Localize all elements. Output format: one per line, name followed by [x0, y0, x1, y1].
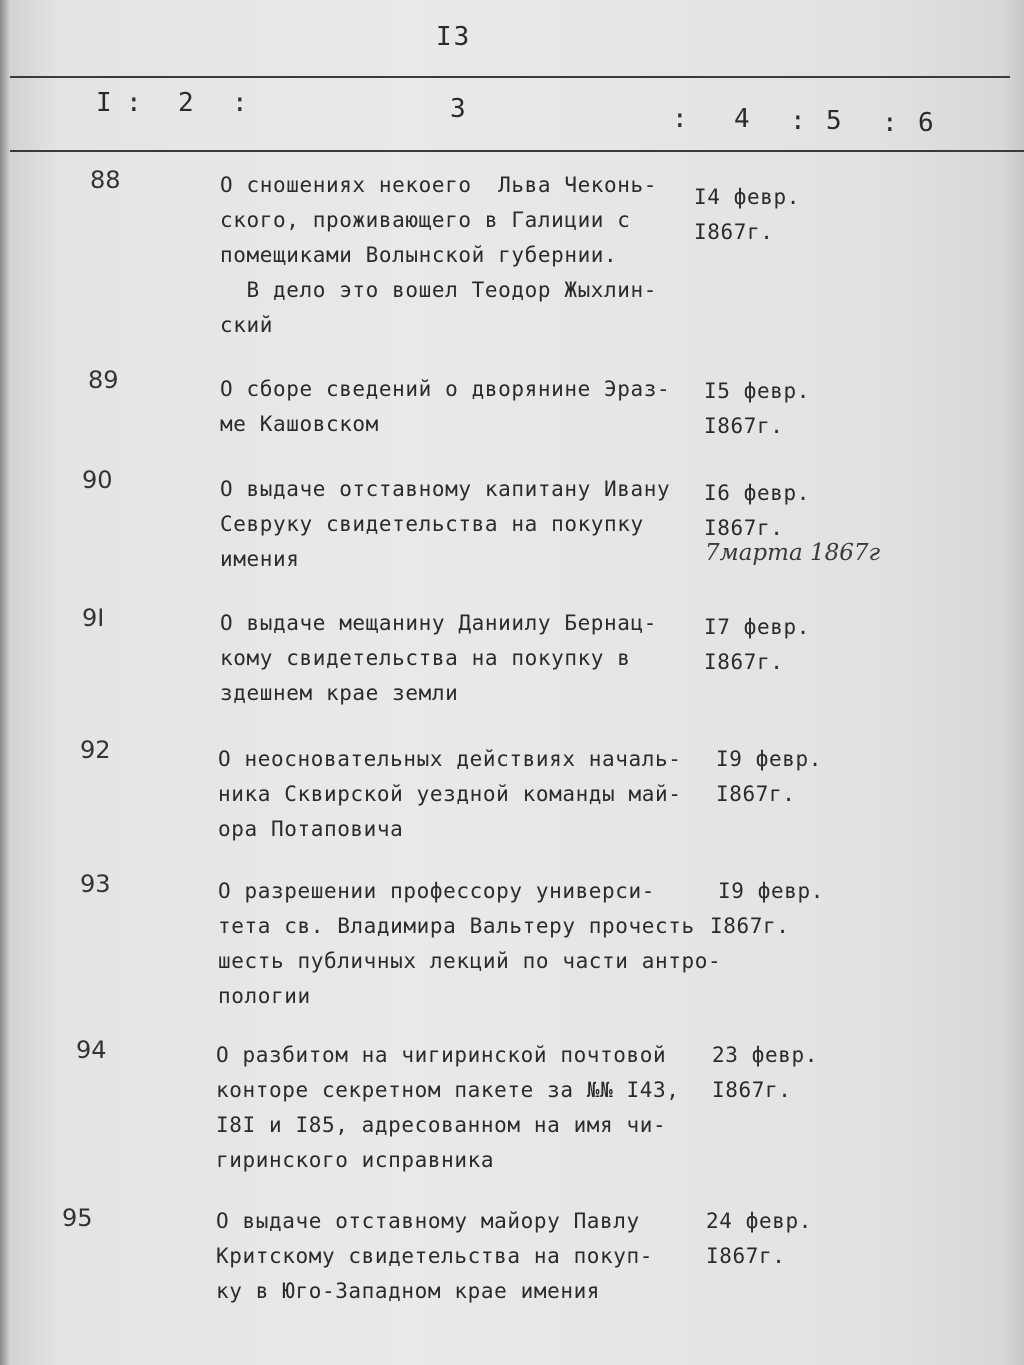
- column-header-4: 4: [734, 104, 750, 134]
- header-bottom-rule: [10, 150, 1024, 152]
- page-number: I3: [436, 22, 472, 52]
- entry-date: I9 февр. I867г.: [716, 747, 822, 806]
- entry-date: I4 февр. I867г.: [694, 185, 800, 244]
- entry-number: 90: [82, 466, 113, 494]
- entry-date: I5 февр. I867г.: [704, 379, 810, 438]
- header-top-rule: [10, 76, 1010, 78]
- column-header-6: 6: [918, 108, 934, 138]
- entry-number: 95: [62, 1204, 93, 1232]
- entry-number: 9I: [82, 604, 105, 632]
- entry-description: О разбитом на чигиринской почтовой конторе секретном пакете за №№ I43, I8I и I85, адресованном на имя чи- гиринского исправника: [216, 1043, 680, 1172]
- entry-number: 94: [76, 1036, 107, 1064]
- column-header-2: 2: [178, 88, 194, 118]
- column-header-3: 3: [450, 94, 466, 124]
- page-left-shadow: [0, 0, 10, 1365]
- entry-number: 88: [90, 166, 121, 194]
- handwritten-note: 7марта 1867г: [705, 540, 881, 566]
- column-separator: :: [882, 108, 898, 138]
- entry-date: I7 февр. I867г.: [704, 615, 810, 674]
- entry-date: I6 февр. I867г.: [704, 481, 810, 540]
- entry-number: 93: [80, 870, 111, 898]
- entry-number: 92: [80, 736, 111, 764]
- entry-description: О выдаче отставному майору Павлу Критскому свидетельства на покуп- ку в Юго-Западном крае имения: [216, 1209, 654, 1303]
- column-separator: :: [232, 88, 248, 118]
- column-separator: :: [672, 104, 688, 134]
- entry-description: О сборе сведений о дворянине Эраз- ме Кашовском: [220, 377, 671, 436]
- column-separator: :: [126, 88, 142, 118]
- entry-description: О неосновательных действиях началь- ника Сквирской уездной команды май- ора Потаповича: [218, 747, 682, 841]
- entry-description: О сношениях некоего Льва Чеконь- ского, проживающего в Галиции с помещиками Волынской губернии. В дело это вошел Теодор Жыхлин- ский: [220, 173, 658, 337]
- entry-date: 23 февр. I867г.: [712, 1043, 818, 1102]
- column-separator: :: [790, 106, 806, 136]
- entry-description: О выдаче отставному капитану Ивану Севруку свидетельства на покупку имения: [220, 477, 671, 571]
- column-header-1: I: [96, 88, 112, 118]
- entry-description: О выдаче мещанину Даниилу Бернац- кому свидетельства на покупку в здешнем крае земли: [220, 611, 658, 705]
- entry-number: 89: [88, 366, 119, 394]
- entry-description: О разрешении профессору универси- тета св. Владимира Вальтеру прочесть шесть публичных лекций по части антро- пологии: [218, 879, 722, 1008]
- page-right-edge: [1002, 0, 1024, 1365]
- entry-date: I9 февр. I867г.: [710, 879, 824, 938]
- column-header-5: 5: [826, 106, 842, 136]
- entry-date: 24 февр. I867г.: [706, 1209, 812, 1268]
